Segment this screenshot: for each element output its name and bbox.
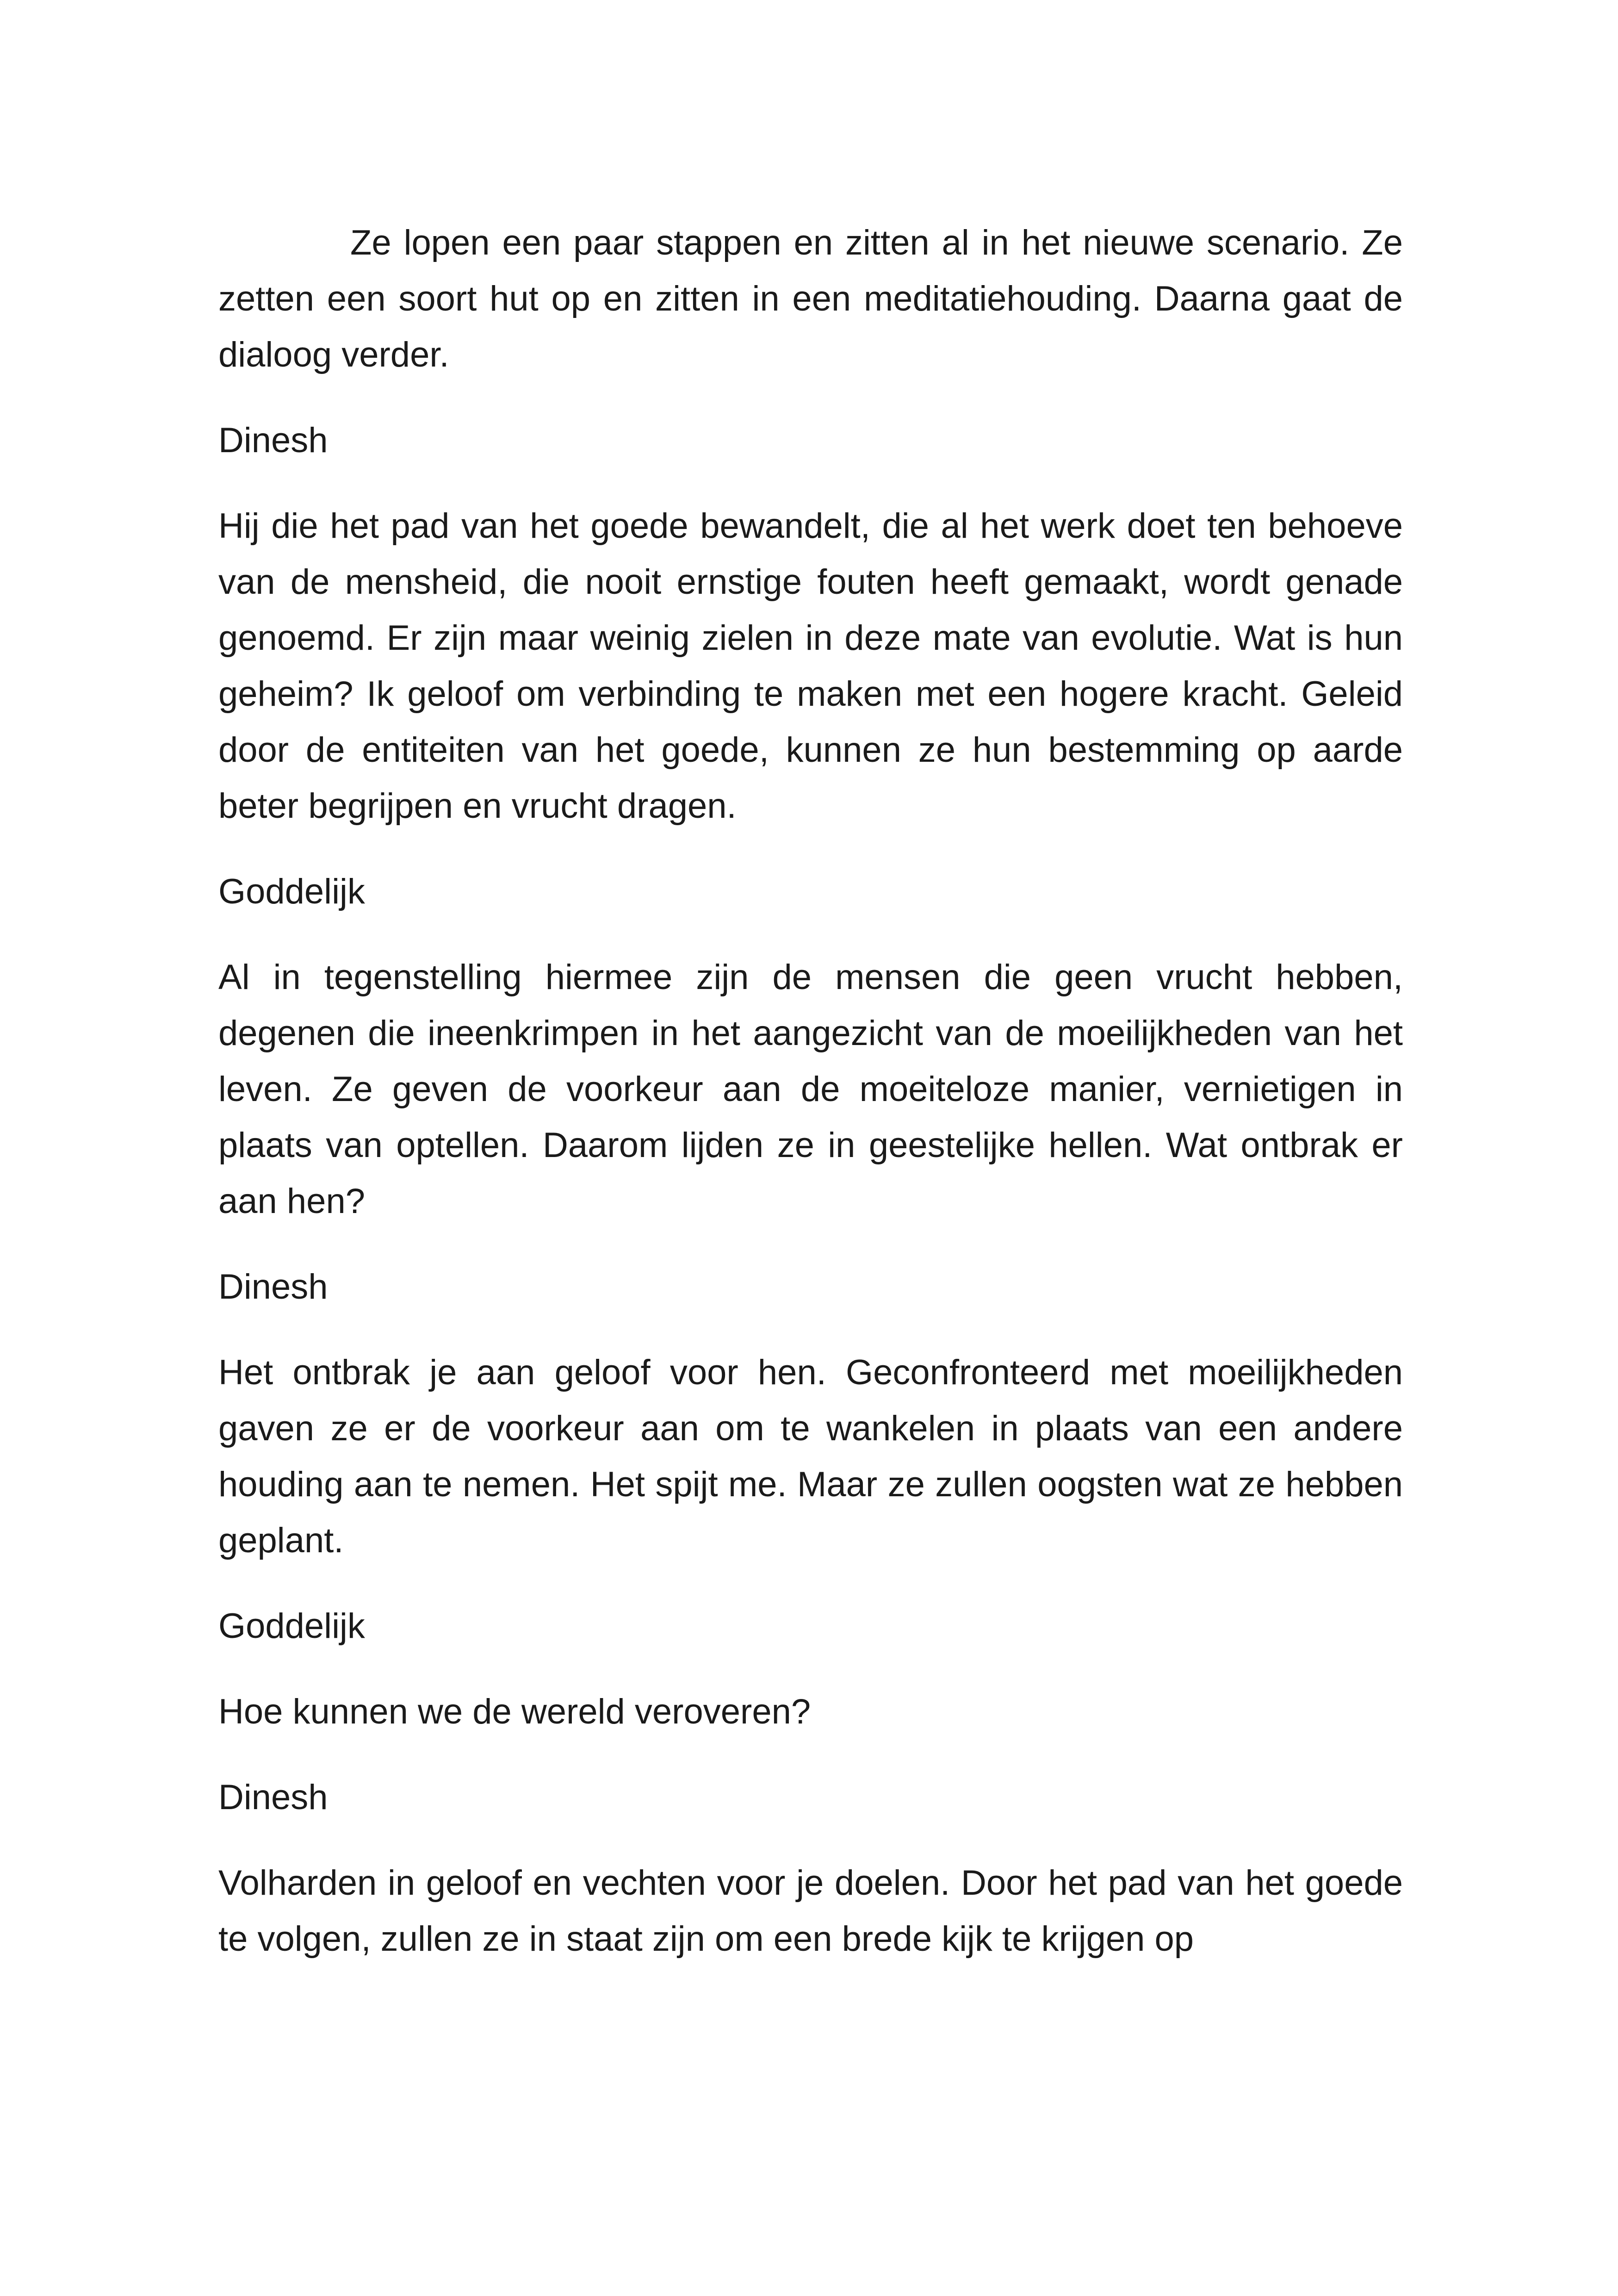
speaker-label: Goddelijk [218, 872, 365, 911]
speaker-label: Dinesh [218, 1778, 328, 1817]
dialogue-paragraph: Volharden in geloof en vechten voor je doelen. Door het pad van het goede te volgen, zullen ze in staat zijn om een brede kijk te krijgen op [218, 1863, 1403, 1959]
document-body [218, 215, 1403, 1997]
dialogue-paragraph: Het ontbrak je aan geloof voor hen. Geconfronteerd met moeilijkheden gaven ze er de voorkeur aan om te wankelen in plaats van een andere houding aan te nemen. Het spijt me. Maar ze zullen oogsten wat ze hebben geplant. [218, 1353, 1403, 1560]
paragraph-intro: Ze lopen een paar stappen en zitten al in het nieuwe scenario. Ze zetten een soort hut op en zitten in een meditatiehouding. Daarna gaat de dialoog verder. [218, 223, 1403, 374]
dialogue-paragraph: Hoe kunnen we de wereld veroveren? [218, 1692, 811, 1731]
speaker-label: Dinesh [218, 421, 328, 460]
dialogue-paragraph: Al in tegenstelling hiermee zijn de mensen die geen vrucht hebben, degenen die ineenkrimpen in het aangezicht van de moeilijkheden van het leven. Ze geven de voorkeur aan de moeiteloze manier, vernietigen in plaats van optellen. Daarom lijden ze in geestelijke hellen. Wat ontbrak er aan hen? [218, 958, 1403, 1221]
dialogue-paragraph: Hij die het pad van het goede bewandelt, die al het werk doet ten behoeve van de mensheid, die nooit ernstige fouten heeft gemaakt, wordt genade genoemd. Er zijn maar weinig zielen in deze mate van evolutie. Wat is hun geheim? Ik geloof om verbinding te maken met een hogere kracht. Geleid door de entiteiten van het goede, kunnen ze hun bestemming op aarde beter begrijpen en vrucht dragen. [218, 506, 1403, 826]
speaker-label: Goddelijk [218, 1606, 365, 1646]
speaker-label: Dinesh [218, 1267, 328, 1307]
